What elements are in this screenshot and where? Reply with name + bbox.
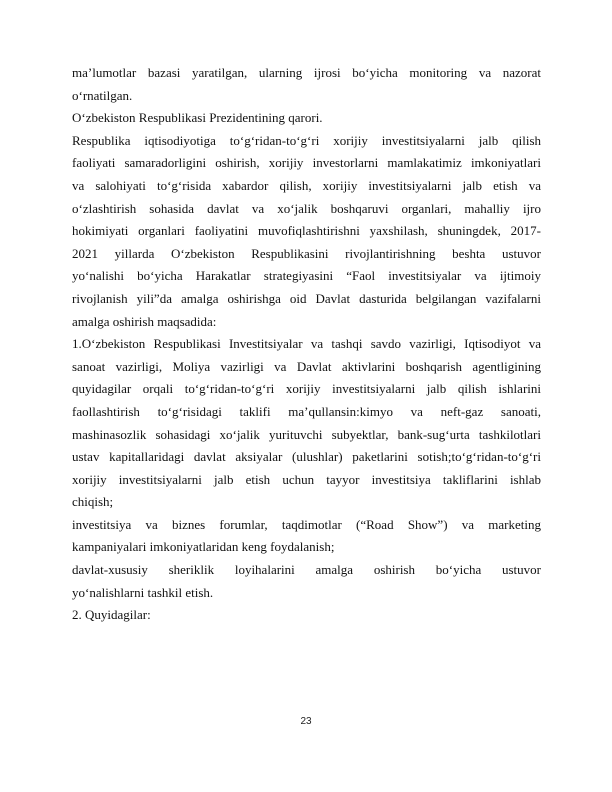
text-line: yo‘nalishi bo‘yicha Harakatlar strategiyasini “Faol investitsiyalar va ijtimoiy [72, 268, 541, 284]
text-line: O‘zbekiston Respublikasi Prezidentining qarori. [72, 110, 323, 126]
text-line: chiqish; [72, 494, 114, 510]
text-line: va salohiyati to‘g‘risida xabardor qilish, xorijiy investitsiyalarni jalb etish va [72, 177, 541, 193]
text-line: davlat-xususiy sheriklik loyihalarini amalga oshirish bo‘yicha ustuvor [72, 562, 541, 578]
text-line: kampaniyalari imkoniyatlaridan keng foydalanish; [72, 539, 335, 555]
page-number: 23 [300, 716, 312, 727]
text-line: rivojlanish yili”da amalga oshirishga oid Davlat dasturida belgilangan vazifalarni [72, 290, 541, 306]
text-line: mashinasozlik sohasidagi xo‘jalik yurituvchi subyektlar, bank-sug‘urta tashkilotlari [72, 426, 541, 442]
text-line: o‘zlashtirish sohasida davlat va xo‘jalik boshqaruvi organlari, mahalliy ijro [72, 200, 541, 216]
text-line: xorijiy investitsiyalarni jalb etish uchun tayyor investitsiya takliflarini ishlab [72, 471, 541, 487]
text-line: quyidagilar orqali to‘g‘ridan-to‘g‘ri xorijiy investitsiyalarni jalb qilish ishlarini [72, 381, 541, 397]
text-line: faoliyati samaradorligini oshirish, xorijiy investorlarni mamlakatimiz imkoniyatlari [72, 155, 541, 171]
text-line: hokimiyati organlari faoliyatini muvofiqlashtirishni yaxshilash, shuningdek, 2017- [72, 223, 541, 239]
text-line: 1.O‘zbekiston Respublikasi Investitsiyalar va tashqi savdo vazirligi, Iqtisodiyot va [72, 336, 541, 352]
text-line: 2. Quyidagilar: [72, 607, 151, 623]
text-line: o‘rnatilgan. [72, 87, 133, 103]
body-text [72, 62, 541, 627]
text-line: faollashtirish to‘g‘risidagi taklifi ma’qullansin:kimyo va neft-gaz sanoati, [72, 403, 541, 419]
text-line: 2021 yillarda O‘zbekiston Respublikasini rivojlantirishning beshta ustuvor [72, 245, 541, 261]
text-line: ustav kapitallaridagi davlat aksiyalar (ulushlar) paketlarini sotish;to‘g‘ridan-to‘g‘ri [72, 449, 541, 465]
text-line: Respublika iqtisodiyotiga to‘g‘ridan-to‘g‘ri xorijiy investitsiyalarni jalb qilish [72, 132, 541, 148]
text-line: amalga oshirish maqsadida: [72, 313, 217, 329]
text-line: investitsiya va biznes forumlar, taqdimotlar (“Road Show”) va marketing [72, 516, 541, 532]
text-line: yo‘nalishlarni tashkil etish. [72, 584, 214, 600]
text-line: ma’lumotlar bazasi yaratilgan, ularning ijrosi bo‘yicha monitoring va nazorat [72, 65, 541, 80]
text-line: sanoat vazirligi, Moliya vazirligi va Davlat aktivlarini boshqarish agentligining [72, 358, 541, 374]
